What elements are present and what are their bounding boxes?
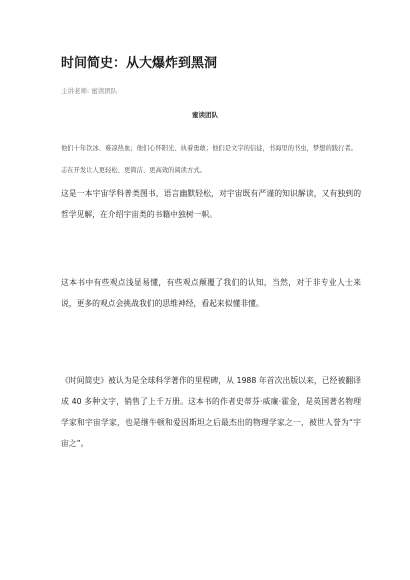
lecturer-line: 主讲老师: 蜜读团队 — [61, 87, 118, 95]
document-title: 时间简史：从大爆炸到黑洞 — [61, 56, 218, 71]
section-heading: 蜜读团队 — [192, 111, 218, 119]
team-intro: 他们十年饮冰、难凉热血；他们心怀阳光、执着勇敢；他们是文字的信徒，书海里的书虫，梦想的践行者。志在开发让人更轻松、更简洁、更高效的阅读方式。 — [61, 145, 357, 174]
body-paragraph: 这是一本宇宙学科普类图书，语言幽默轻松，对宇宙既有严谨的知识解读，又有独到的哲学见解，在介绍宇宙类的书籍中独树一帜。 — [61, 189, 361, 219]
body-paragraph: 这本书中有些观点浅显易懂，有些观点颠覆了我们的认知，当然，对于非专业人士来说，更多的观点会挑战我们的思维神经，看起来似懂非懂。 — [61, 278, 361, 308]
body-paragraph: 《时间简史》被认为是全球科学著作的里程碑，从 1988 年首次出版以来，已经被翻译成 40 多种文字，销售了上千万册。这本书的作者史蒂芬·威廉·霍金，是英国著名物理学家和宇宙学家，也是继牛顿和爱因斯坦之后最杰出的物理学家之一，被世人誉为“宇宙之”。 — [61, 376, 361, 448]
